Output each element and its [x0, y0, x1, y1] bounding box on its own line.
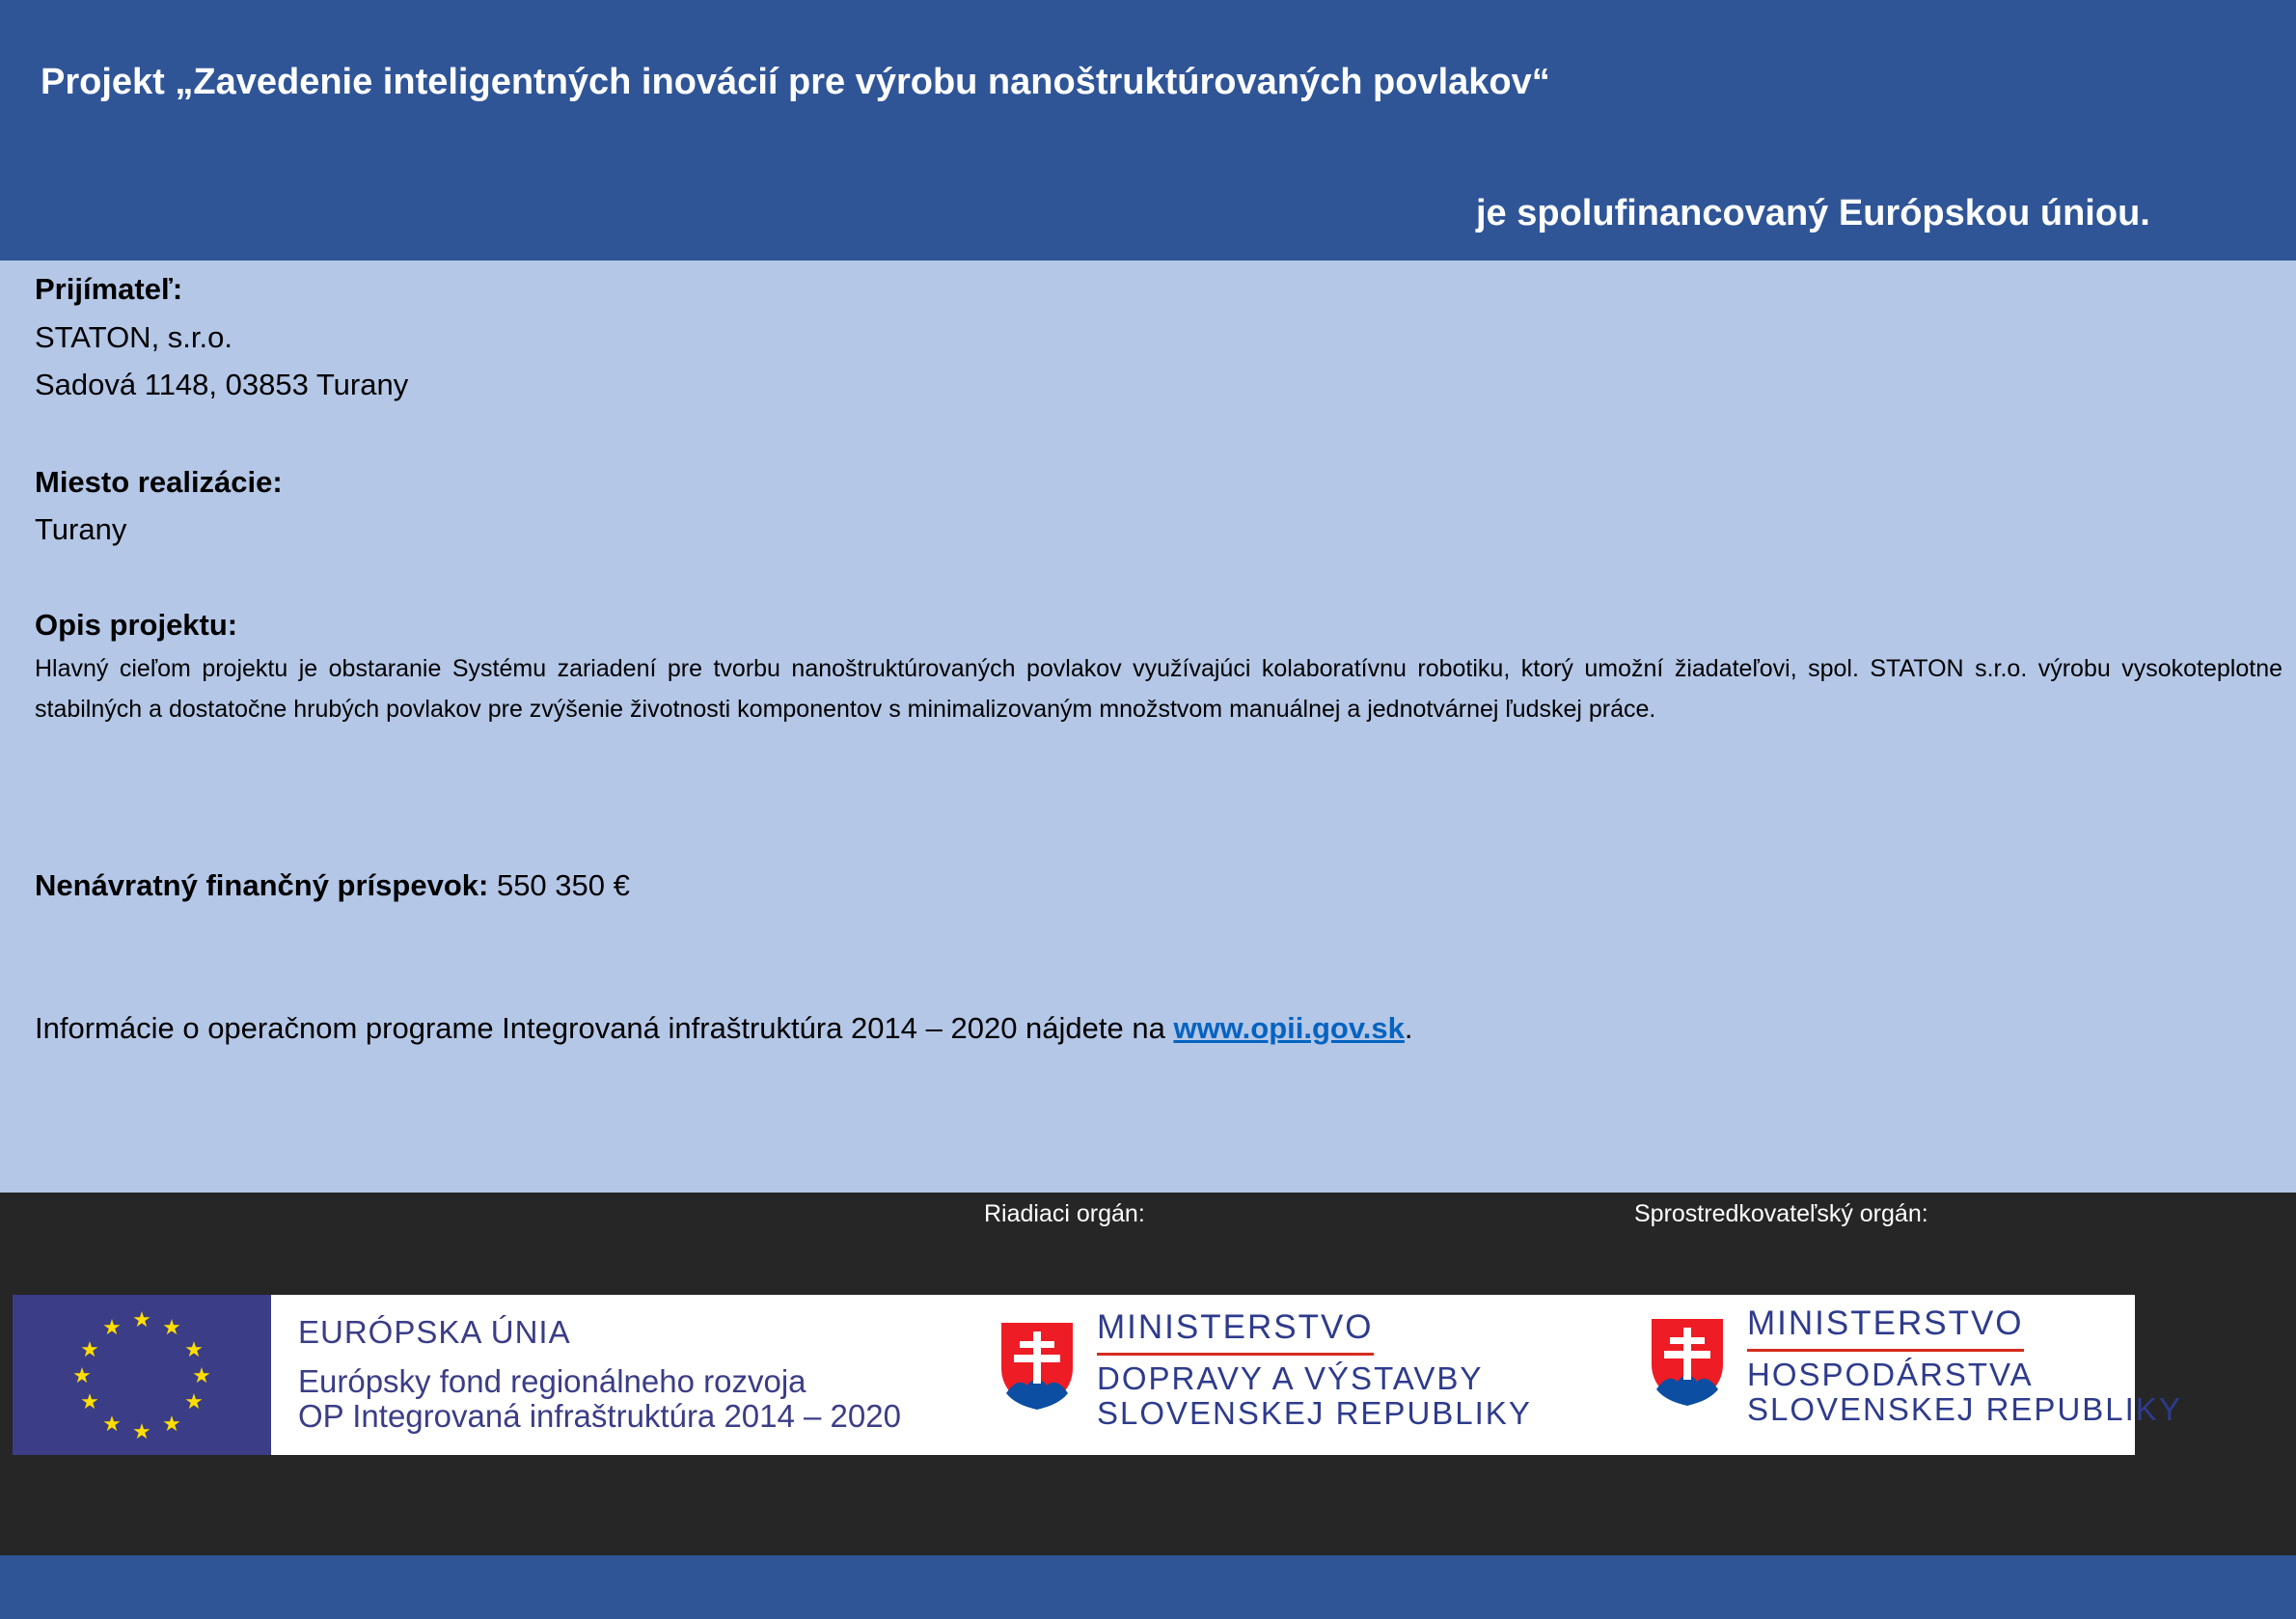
recipient-address: Sadová 1148, 03853 Turany: [35, 368, 409, 401]
location-label: Miesto realizácie:: [35, 465, 283, 499]
svg-text:★: ★: [132, 1420, 151, 1444]
info-text: Informácie o operačnom programe Integrovaná infraštruktúra 2014 – 2020 nájdete na: [35, 1011, 1174, 1045]
description-label: Opis projektu:: [35, 608, 238, 642]
svg-text:★: ★: [72, 1364, 92, 1388]
svg-text:★: ★: [102, 1316, 122, 1340]
slovak-coat-of-arms-icon: [997, 1318, 1078, 1417]
svg-text:★: ★: [162, 1316, 181, 1340]
location-value: Turany: [35, 512, 127, 546]
recipient-name: STATON, s.r.o.: [35, 320, 232, 354]
slovak-coat-of-arms-icon: [1647, 1314, 1728, 1413]
svg-text:★: ★: [80, 1390, 99, 1414]
svg-text:★: ★: [102, 1413, 122, 1437]
bottom-bar: [0, 1555, 2296, 1619]
ministry-economy-line1: MINISTERSTVO: [1747, 1304, 2024, 1352]
project-title: Projekt „Zavedenie inteligentných inovácií pre výrobu nanoštruktúrovaných povlakov“: [41, 62, 1550, 102]
eu-programme: OP Integrovaná infraštruktúra 2014 – 2020: [298, 1398, 901, 1434]
grant-line: [35, 868, 630, 903]
project-details: [35, 261, 2282, 1193]
cofinanced-statement: je spolufinancovaný Európskou úniou.: [1476, 193, 2150, 233]
eu-title: EURÓPSKA ÚNIA: [298, 1314, 571, 1350]
opii-link[interactable]: www.opii.gov.sk: [1173, 1011, 1405, 1045]
intermediate-body-caption: Sprostredkovateľský orgán:: [1634, 1200, 1928, 1227]
ministry-transport-text: [1097, 1308, 1532, 1431]
svg-text:★: ★: [132, 1308, 151, 1332]
grant-label: Nenávratný finančný príspevok:: [35, 868, 489, 902]
description-text: Hlavný cieľom projektu je obstaranie Systému zariadení pre tvorbu nanoštruktúrovaných povlakov využívajúci kolaboratívnu robotiku, ktorý umožní žiadateľovi, spol. STATON s.r.o. výrobu vysokoteplotne stabilných a dostatočne hrubých povlakov pre zvýšenie životnosti komponentov s minimalizovaným množstvom manuálnej a jednotvárnej ľudskej práce.: [35, 655, 2282, 723]
grant-value: 550 350 €: [496, 868, 630, 902]
svg-text:★: ★: [184, 1338, 204, 1362]
info-line: [35, 1011, 1413, 1046]
eu-logo-text: [298, 1314, 901, 1434]
ministry-economy-line3: SLOVENSKEJ REPUBLIKY: [1747, 1391, 2182, 1427]
svg-text:★: ★: [80, 1338, 99, 1362]
eu-flag-icon: [13, 1295, 271, 1455]
ministry-economy-line2: HOSPODÁRSTVA: [1747, 1357, 2034, 1392]
logo-strip: [13, 1295, 2182, 1455]
ministry-transport-line2: DOPRAVY A VÝSTAVBY: [1097, 1360, 1484, 1396]
header-banner: [0, 0, 2296, 261]
ministry-transport-line1: MINISTERSTVO: [1097, 1308, 1374, 1356]
svg-text:★: ★: [192, 1364, 211, 1388]
svg-text:★: ★: [184, 1390, 204, 1414]
ministry-transport-line3: SLOVENSKEJ REPUBLIKY: [1097, 1395, 1532, 1431]
footer-logos-area: [0, 1193, 2296, 1555]
info-suffix: .: [1404, 1011, 1413, 1045]
recipient-label: Prijímateľ:: [35, 272, 183, 306]
eu-fund: Európsky fond regionálneho rozvoja: [298, 1363, 806, 1399]
svg-text:★: ★: [162, 1413, 181, 1437]
ministry-economy-text: [1747, 1304, 2182, 1427]
managing-authority-caption: Riadiaci orgán:: [984, 1200, 1145, 1227]
